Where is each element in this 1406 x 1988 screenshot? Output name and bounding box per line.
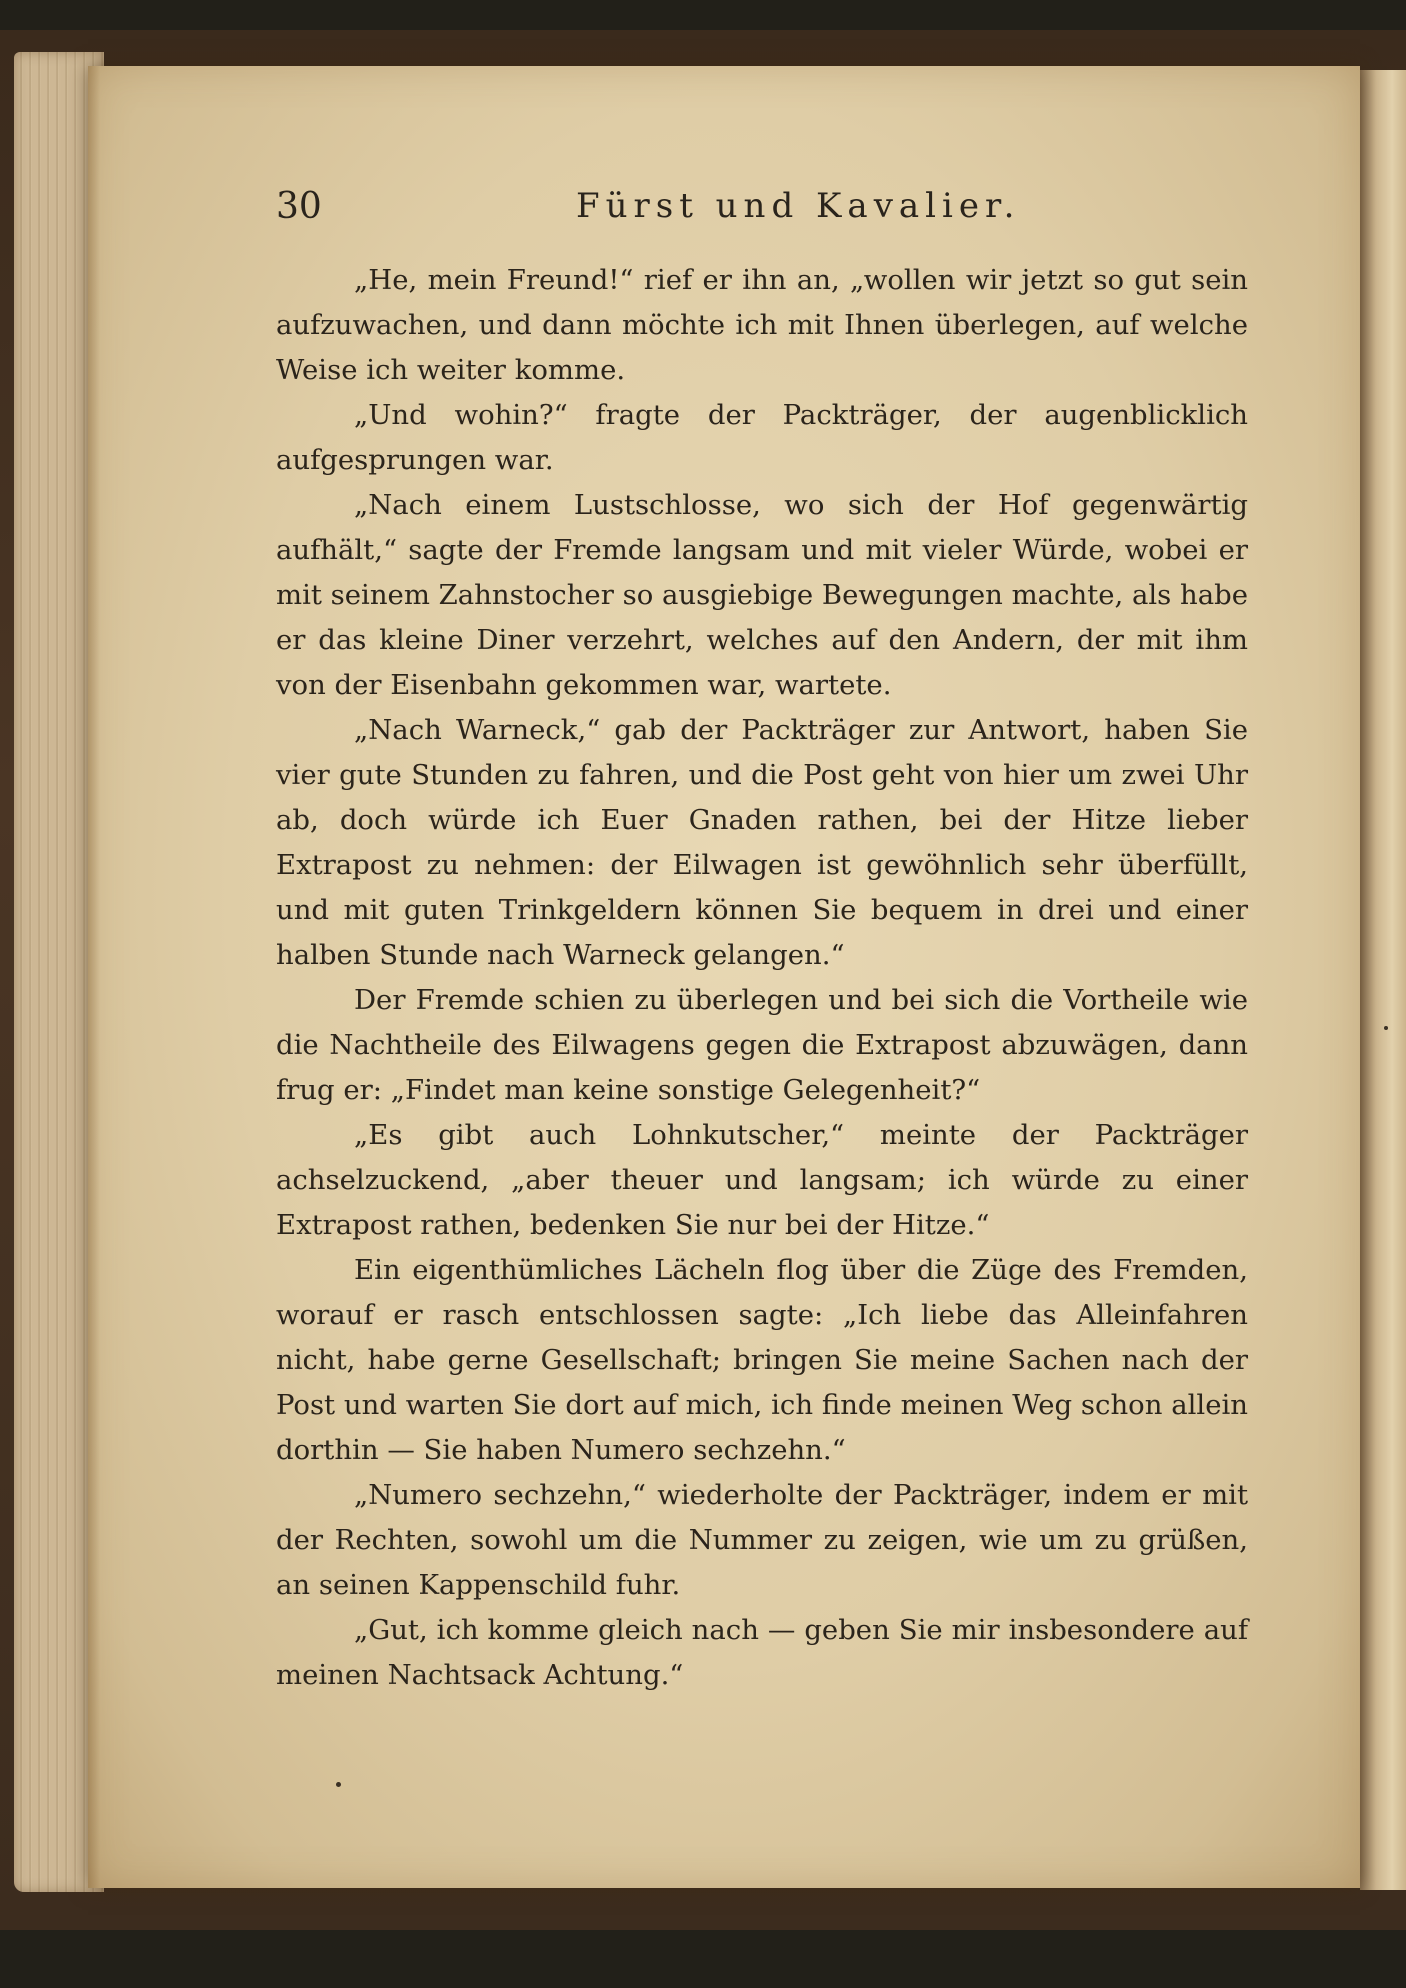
ink-speck [336,1782,341,1787]
paragraph: „Nach Warneck,“ gab der Packträger zur Antwort, haben Sie vier gute Stunden zu fahren, und die Post geht von hier um zwei Uhr ab, doch würde ich Euer Gnaden rathen, bei der Hitze lieber Extrapost zu nehmen: der Eilwagen ist gewöhnlich sehr überfüllt, und mit guten Trinkgeldern können Sie bequem in drei und einer halben Stunde nach Warneck gelangen.“ [276,714,1248,971]
page-header [276,180,1236,240]
ink-speck [1384,1026,1388,1030]
paragraph: „Und wohin?“ fragte der Packträger, der augenblicklich aufgesprungen war. [276,399,1248,476]
body-text [276,258,1248,1698]
book-gutter [1360,70,1406,1890]
paragraph: „Es gibt auch Lohnkutscher,“ meinte der Packträger achselzuckend, „aber theuer und langsam; ich würde zu einer Extrapost rathen, bedenken Sie nur bei der Hitze.“ [276,1119,1248,1241]
paragraph: Ein eigenthümliches Lächeln flog über die Züge des Fremden, worauf er rasch entschlossen sagte: „Ich liebe das Alleinfahren nicht, habe gerne Gesellschaft; bringen Sie meine Sachen nach der Post und warten Sie dort auf mich, ich finde meinen Weg schon allein dorthin — Sie haben Numero sechzehn.“ [276,1254,1248,1466]
paragraph: „Numero sechzehn,“ wiederholte der Packträger, indem er mit der Rechten, sowohl um die Nummer zu zeigen, wie um zu grüßen, an seinen Kappenschild fuhr. [276,1479,1248,1601]
paragraph: „Gut, ich komme gleich nach — geben Sie mir insbesondere auf meinen Nachtsack Achtung.“ [276,1614,1248,1691]
paragraph: „He, mein Freund!“ rief er ihn an, „wollen wir jetzt so gut sein aufzuwachen, und dann möchte ich mit Ihnen überlegen, auf welche Weise ich weiter komme. [276,264,1248,386]
paragraph: „Nach einem Lustschlosse, wo sich der Hof gegenwärtig aufhält,“ sagte der Fremde langsam und mit vieler Würde, wobei er mit seinem Zahnstocher so ausgiebige Bewegungen machte, als habe er das kleine Diner verzehrt, welches auf den Andern, der mit ihm von der Eisenbahn gekommen war, wartete. [276,489,1248,701]
paragraph: Der Fremde schien zu überlegen und bei sich die Vortheile wie die Nachtheile des Eilwagens gegen die Extrapost abzuwägen, dann frug er: „Findet man keine sonstige Gelegenheit?“ [276,984,1248,1106]
running-title: Fürst und Kavalier. [576,186,1021,226]
page-number: 30 [276,186,322,227]
